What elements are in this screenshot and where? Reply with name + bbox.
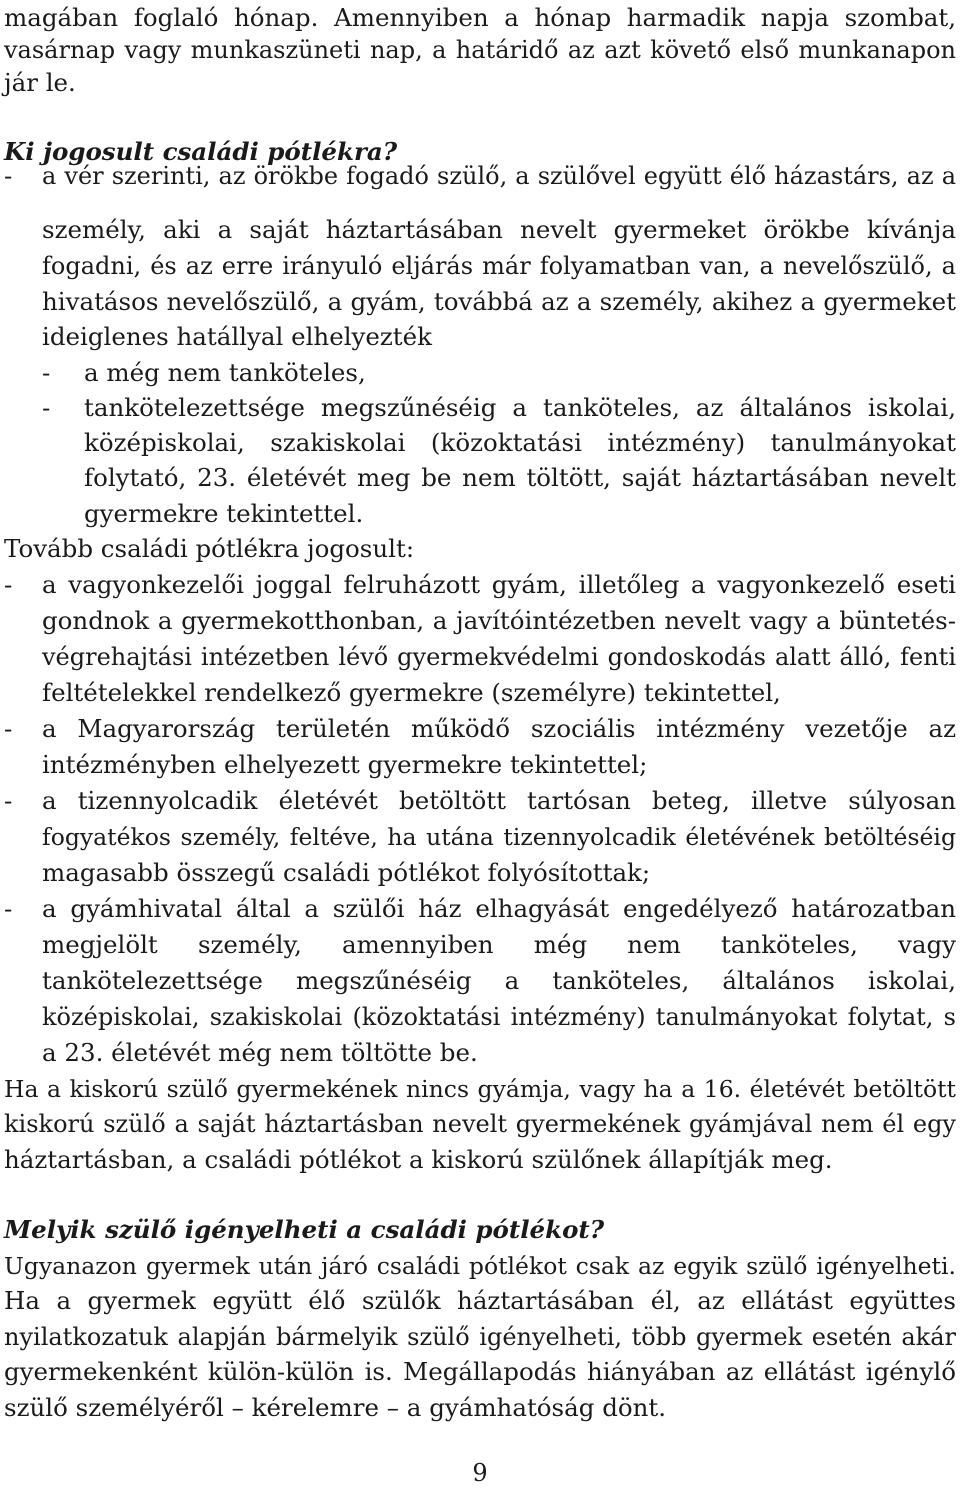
list-dash: - (42, 393, 51, 422)
sub-item-line: folytató, 23. életévét meg be nem töltött, saját háztartásában nevelt (84, 463, 956, 492)
text-line: magában foglaló hónap. Amennyiben a hónap harmadik napja szombat, (4, 3, 956, 32)
text-line: Ugyanazon gyermek után járó családi pótlékot csak az egyik szülő igényelheti. (4, 1252, 956, 1280)
sub-item-line: középiskolai, szakiskolai (közoktatási intézmény) tanulmányokat (84, 428, 956, 457)
list-item-line: a tizennyolcadik életévét betöltött tartósan beteg, illetve súlyosan (42, 786, 956, 815)
list-item-line: fogadni, és az erre irányuló eljárás már folyamatban van, a nevelőszülő, a (42, 252, 956, 280)
list-item-line: a gyámhivatal által a szülői ház elhagyását engedélyező határozatban (42, 894, 956, 923)
sub-item-line: tankötelezettsége megszűnéséig a tanköteles, az általános iskolai, (84, 393, 956, 422)
list-dash: - (4, 714, 13, 743)
list-item-line: a vagyonkezelői joggal felruházott gyám, illetőleg a vagyonkezelő eseti (42, 570, 956, 599)
list-item-line: fogyatékos személy, feltéve, ha utána tizennyolcadik életévének betöltéséig (42, 823, 956, 851)
text-line: háztartásban, a családi pótlékot a kiskorú szülőnek állapítják meg. (4, 1145, 833, 1174)
text-line: vasárnap vagy munkaszüneti nap, a határidő az azt követő első munkanapon (4, 36, 956, 64)
list-item-line: végrehajtási intézetben lévő gyermekvédelmi gondoskodás alatt álló, fenti (42, 643, 956, 671)
list-item-line: személy, aki a saját háztartásában nevelt gyermeket örökbe kívánja (42, 215, 956, 244)
text-line: Ha a gyermek együtt élő szülők háztartásában él, az ellátást együttes (4, 1286, 956, 1315)
section-heading: Melyik szülő igényelheti a családi pótlékot? (4, 1215, 605, 1244)
sub-item-line: a még nem tanköteles, (84, 358, 366, 387)
text-line: Ha a kiskorú szülő gyermekének nincs gyámja, vagy ha a 16. életévét betöltött (4, 1075, 956, 1103)
section-heading: Ki jogosult családi pótlékra? (4, 137, 398, 166)
text-line: nyilatkozatuk alapján bármelyik szülő igényelheti, több gyermek esetén akár (4, 1323, 956, 1351)
list-dash: - (42, 358, 51, 387)
list-item-line: megjelölt személy, amennyiben még nem tanköteles, vagy (42, 930, 956, 959)
list-dash: - (4, 786, 13, 815)
list-item-line: tankötelezettsége megszűnéséig a tanköteles, általános iskolai, (42, 966, 956, 995)
list-item-line: középiskolai, szakiskolai (közoktatási intézmény) tanulmányokat folytat, s (42, 1003, 956, 1031)
text-line: jár le. (4, 68, 76, 97)
list-item-line: a 23. életévét még nem töltötte be. (42, 1038, 478, 1067)
list-item-line: intézményben elhelyezett gyermekre tekintettel; (42, 750, 648, 779)
list-item-line: a Magyarország területén működő szociális intézmény vezetője az (42, 714, 956, 743)
list-item-line: magasabb összegű családi pótlékot folyósítottak; (42, 858, 651, 887)
list-item-line: feltételekkel rendelkező gyermekre (személyre) tekintettel, (42, 678, 781, 707)
list-item-line: a vér szerinti, az örökbe fogadó szülő, a szülővel együtt élő házastárs, az a (42, 162, 956, 190)
text-line: gyermekenként külön-külön is. Megállapodás hiányában az ellátást igénylő (4, 1357, 956, 1386)
page-number: 9 (472, 1459, 488, 1487)
text-line: kiskorú szülő a saját háztartásban nevelt gyermekének gyámjával nem él egy (4, 1110, 956, 1138)
list-dash: - (4, 161, 13, 190)
list-dash: - (4, 570, 13, 599)
list-item-line: hivatásos nevelőszülő, a gyám, továbbá az a személy, akihez a gyermeket (42, 287, 956, 316)
list-item-line: ideiglenes hatállyal elhelyezték (42, 322, 432, 351)
text-line: szülő személyéről – kérelemre – a gyámhatóság dönt. (4, 1393, 667, 1422)
sub-item-line: gyermekre tekintettel. (84, 499, 364, 528)
list-item-line: gondnok a gyermekotthonban, a javítóintézetben nevelt vagy a büntetés- (42, 606, 956, 635)
text-line: Tovább családi pótlékra jogosult: (4, 534, 415, 563)
list-dash: - (4, 894, 13, 923)
